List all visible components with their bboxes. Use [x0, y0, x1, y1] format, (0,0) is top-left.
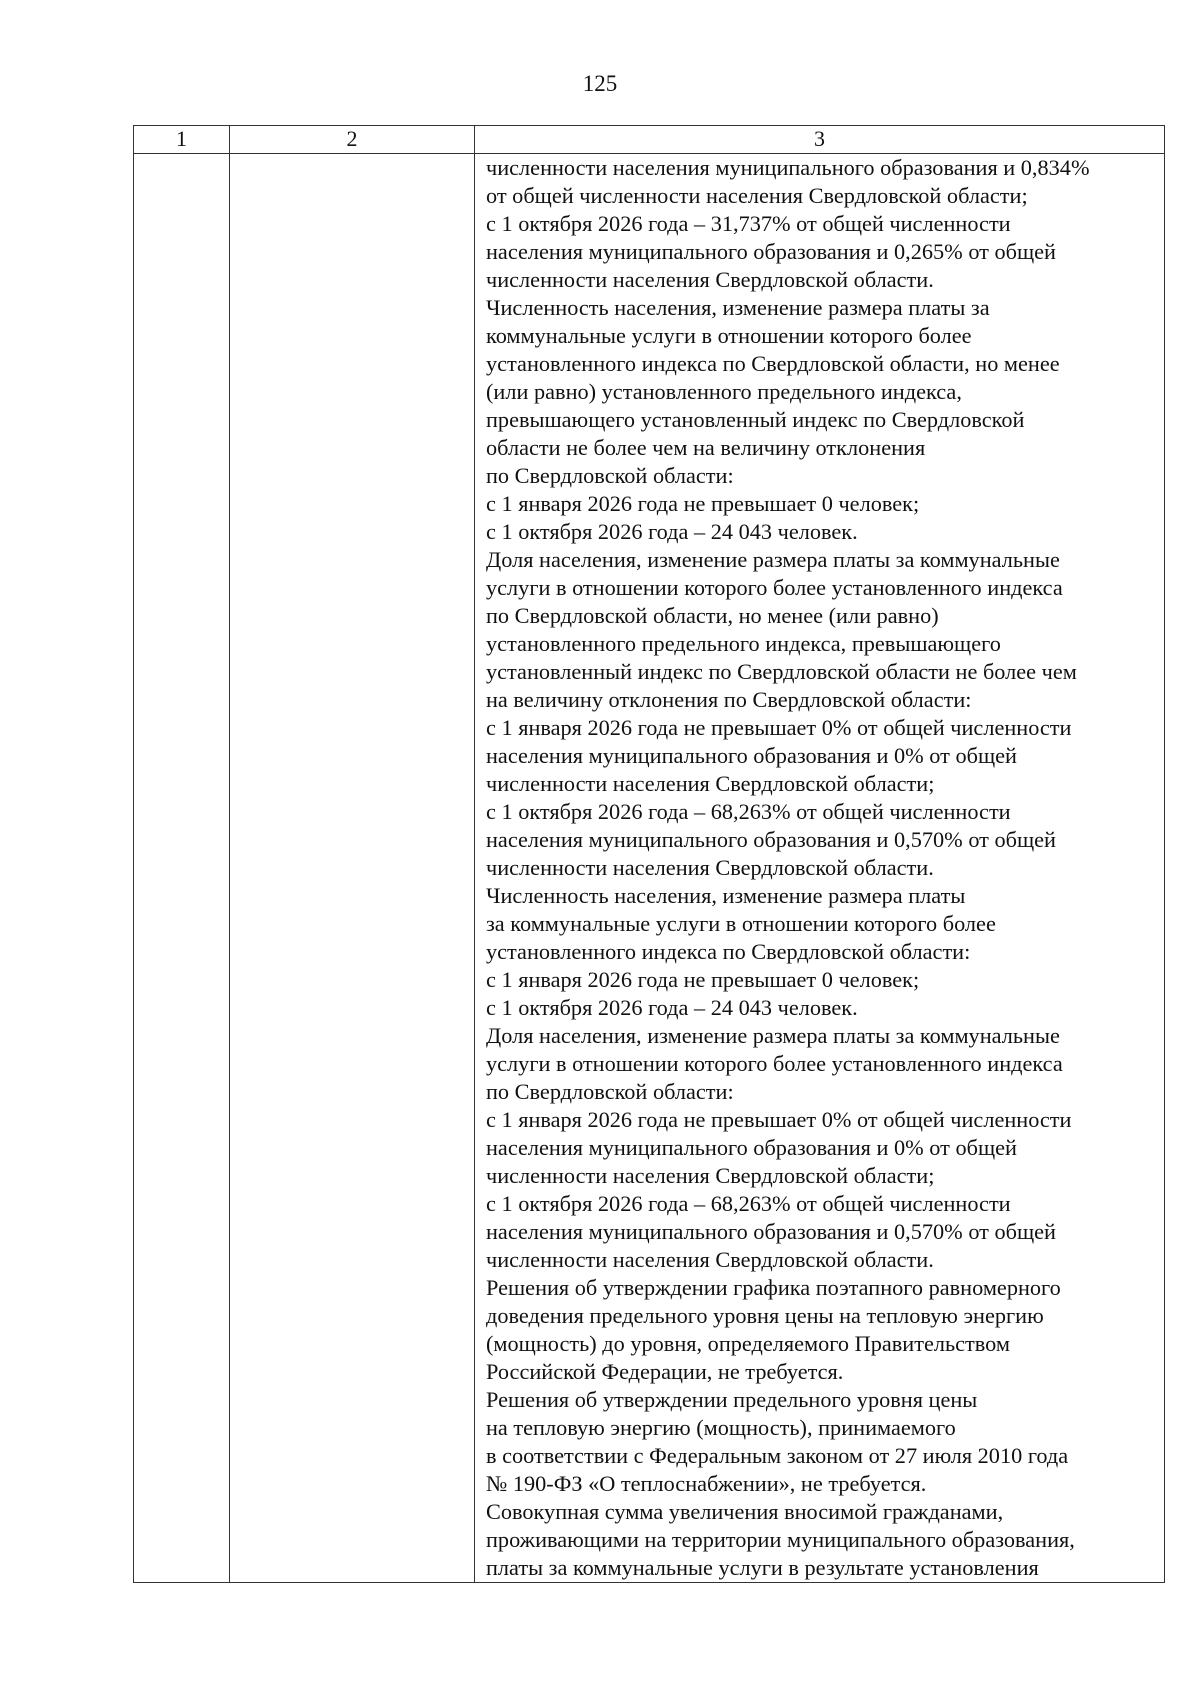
text-line: с 1 октября 2026 года – 31,737% от общей численности	[486, 211, 1011, 236]
text-line: по Свердловской области:	[486, 1079, 734, 1104]
cell-col-2	[230, 154, 475, 1583]
text-line: с 1 октября 2026 года – 24 043 человек.	[486, 519, 858, 544]
text-line: на тепловую энергию (мощность), принимаемого	[486, 1415, 956, 1440]
text-line: установленного индекса по Свердловской области:	[486, 939, 971, 964]
text-line: Численность населения, изменение размера платы за	[486, 295, 990, 320]
text-line: с 1 января 2026 года не превышает 0 человек;	[486, 491, 920, 516]
text-line: с 1 октября 2026 года – 68,263% от общей численности	[486, 799, 1011, 824]
text-line: доведения предельного уровня цены на тепловую энергию	[486, 1303, 1044, 1328]
text-line: с 1 января 2026 года не превышает 0% от общей численности	[486, 1107, 1072, 1132]
text-line: населения муниципального образования и 0% от общей	[486, 743, 1017, 768]
cell-col-1	[134, 154, 230, 1583]
cell-text	[475, 154, 1164, 1582]
text-line: платы за коммунальные услуги в результате установления	[486, 1555, 1039, 1580]
text-line: численности населения Свердловской области;	[486, 1163, 935, 1188]
text-line: Доля населения, изменение размера платы за коммунальные	[486, 1023, 1060, 1048]
header-col-1: 1	[134, 126, 230, 154]
text-line: коммунальные услуги в отношении которого более	[486, 323, 972, 348]
text-line: в соответствии с Федеральным законом от 27 июля 2010 года	[486, 1443, 1069, 1468]
text-line: населения муниципального образования и 0,570% от общей	[486, 827, 1056, 852]
text-line: Российской Федерации, не требуется.	[486, 1359, 844, 1384]
table-header-row	[134, 126, 1165, 154]
text-line: населения муниципального образования и 0,570% от общей	[486, 1219, 1056, 1244]
text-line: по Свердловской области:	[486, 463, 734, 488]
text-line: с 1 октября 2026 года – 68,263% от общей численности	[486, 1191, 1011, 1216]
text-line: установленного предельного индекса, превышающего	[486, 631, 1001, 656]
text-line: (мощность) до уровня, определяемого Правительством	[486, 1331, 1010, 1356]
document-table	[133, 125, 1165, 1583]
text-line: с 1 октября 2026 года – 24 043 человек.	[486, 995, 858, 1020]
text-line: установленного индекса по Свердловской области, но менее	[486, 351, 1060, 376]
text-line: с 1 января 2026 года не превышает 0 человек;	[486, 967, 920, 992]
cell-col-3	[475, 154, 1165, 1583]
text-line: с 1 января 2026 года не превышает 0% от общей численности	[486, 715, 1072, 740]
text-line: Совокупная сумма увеличения вносимой гражданами,	[486, 1499, 1004, 1524]
text-line: населения муниципального образования и 0,265% от общей	[486, 239, 1056, 264]
page-number: 125	[582, 71, 618, 96]
text-line: Решения об утверждении предельного уровня цены	[486, 1387, 978, 1412]
text-line: проживающими на территории муниципального образования,	[486, 1527, 1075, 1552]
text-line: по Свердловской области, но менее (или равно)	[486, 603, 939, 628]
text-line: превышающего установленный индекс по Свердловской	[486, 407, 1025, 432]
text-line: численности населения Свердловской области.	[486, 1247, 934, 1272]
text-line: Решения об утверждении графика поэтапного равномерного	[486, 1275, 1061, 1300]
text-line: установленный индекс по Свердловской области не более чем	[486, 659, 1077, 684]
table-row	[134, 154, 1165, 1583]
text-line: услуги в отношении которого более установленного индекса	[486, 575, 1063, 600]
text-line: (или равно) установленного предельного индекса,	[486, 379, 962, 404]
text-line: численности населения муниципального образования и 0,834%	[486, 155, 1090, 180]
text-line: № 190-ФЗ «О теплоснабжении», не требуется.	[486, 1471, 927, 1496]
text-line: от общей численности населения Свердловской области;	[486, 183, 1028, 208]
header-col-3: 3	[475, 126, 1165, 154]
text-line: Доля населения, изменение размера платы за коммунальные	[486, 547, 1060, 572]
header-col-2: 2	[230, 126, 475, 154]
text-line: населения муниципального образования и 0% от общей	[486, 1135, 1017, 1160]
text-line: численности населения Свердловской области.	[486, 267, 934, 292]
text-line: Численность населения, изменение размера платы	[486, 883, 966, 908]
text-line: за коммунальные услуги в отношении которого более	[486, 911, 996, 936]
text-line: численности населения Свердловской области.	[486, 855, 934, 880]
text-line: численности населения Свердловской области;	[486, 771, 935, 796]
text-line: услуги в отношении которого более установленного индекса	[486, 1051, 1063, 1076]
text-line: области не более чем на величину отклонения	[486, 435, 926, 460]
text-line: на величину отклонения по Свердловской области:	[486, 687, 972, 712]
